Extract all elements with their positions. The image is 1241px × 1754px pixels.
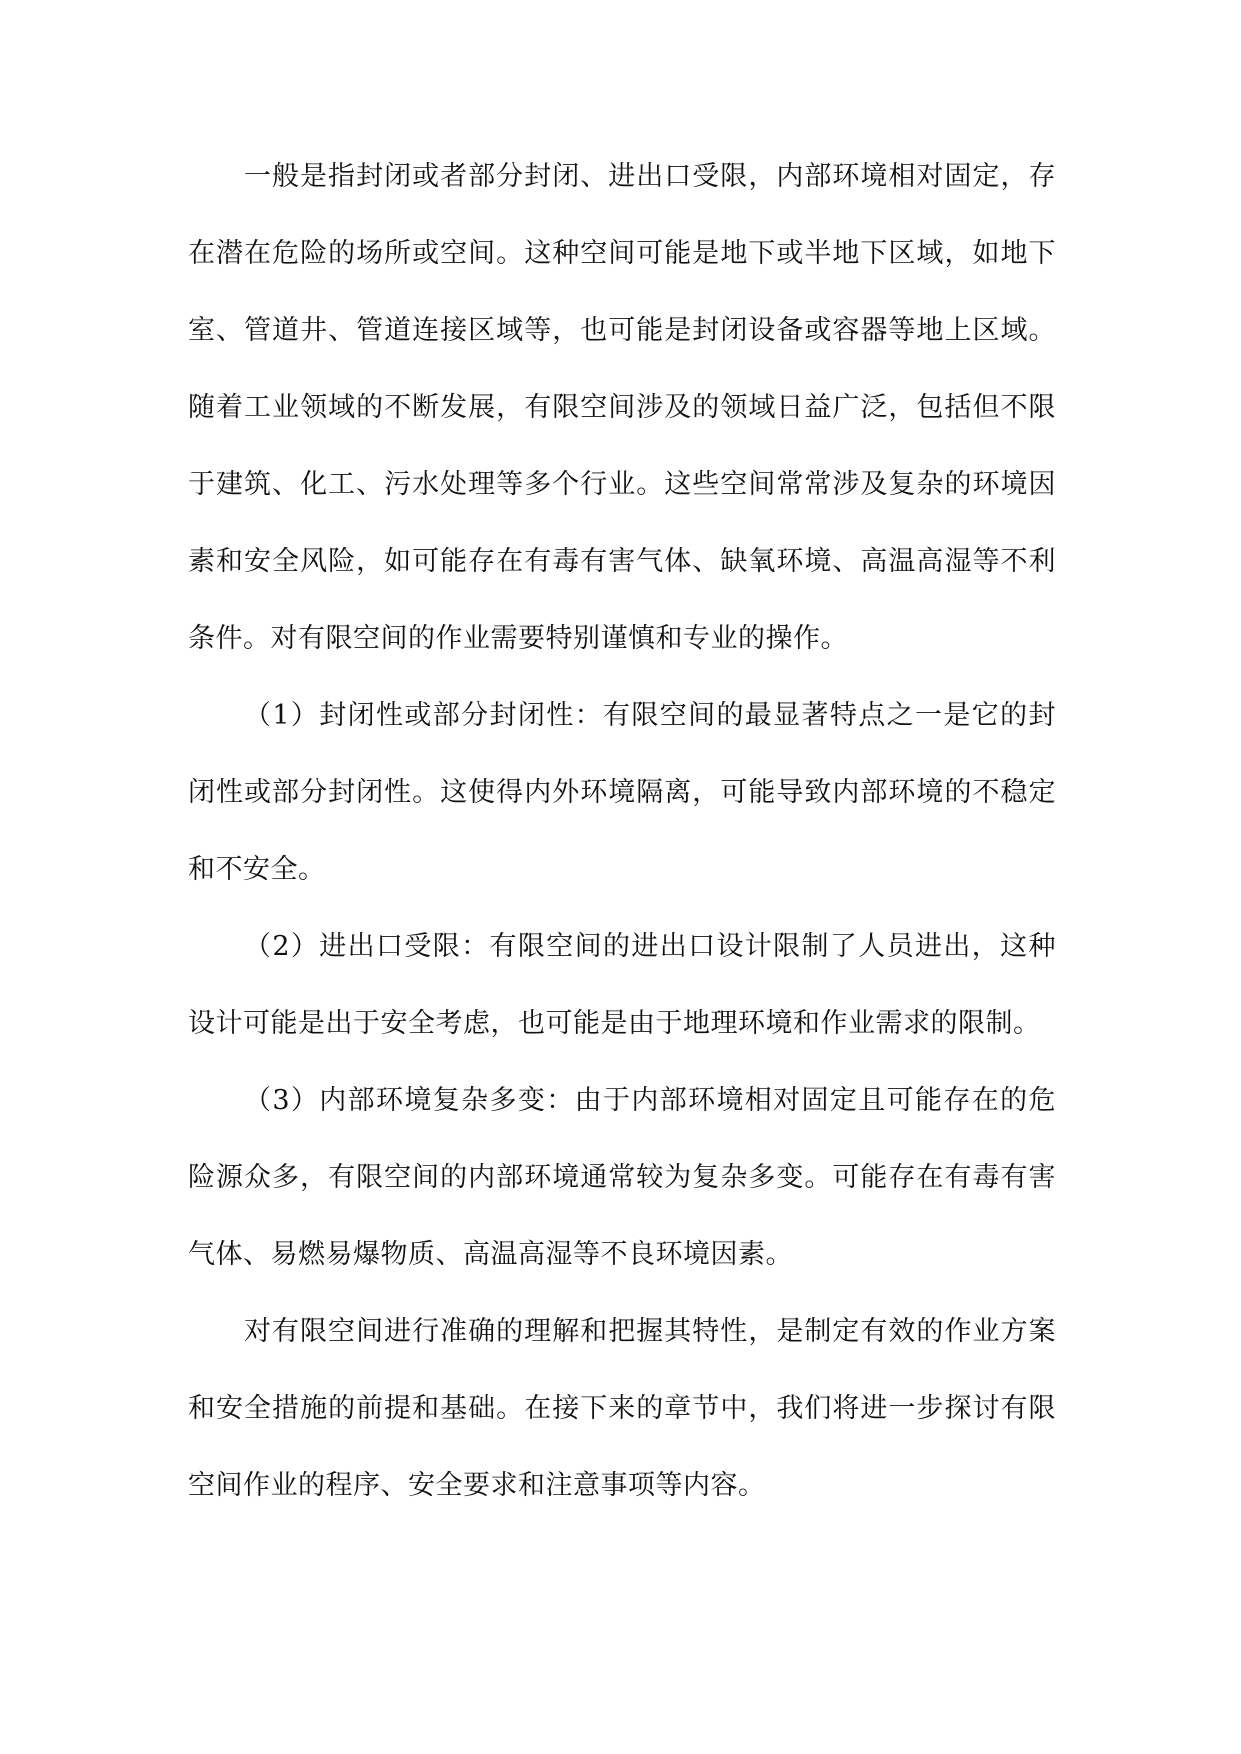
paragraph-environment: （3）内部环境复杂多变：由于内部环境相对固定且可能存在的危险源众多，有限空间的内部环境通常较为复杂多变。可能存在有毒有害气体、易燃易爆物质、高温高湿等不良环境因素。 [188,1085,1056,1270]
paragraph-conclusion: 对有限空间进行准确的理解和把握其特性，是制定有效的作业方案和安全措施的前提和基础。在接下来的章节中，我们将进一步探讨有限空间作业的程序、安全要求和注意事项等内容。 [188,1316,1056,1501]
paragraph-access: （2）进出口受限：有限空间的进出口设计限制了人员进出，这种设计可能是出于安全考虑，也可能是由于地理环境和作业需求的限制。 [188,931,1056,1039]
paragraph-definition: 一般是指封闭或者部分封闭、进出口受限，内部环境相对固定，存在潜在危险的场所或空间。这种空间可能是地下或半地下区域，如地下室、管道井、管道连接区域等，也可能是封闭设备或容器等地上区域。随着工业领域的不断发展，有限空间涉及的领域日益广泛，包括但不限于建筑、化工、污水处理等多个行业。这些空间常常涉及复杂的环境因素和安全风险，如可能存在有毒有害气体、缺氧环境、高温高湿等不利条件。对有限空间的作业需要特别谨慎和专业的操作。 [188,161,1056,654]
document-body [188,138,1056,1524]
paragraph-enclosure: （1）封闭性或部分封闭性：有限空间的最显著特点之一是它的封闭性或部分封闭性。这使得内外环境隔离，可能导致内部环境的不稳定和不安全。 [188,700,1056,885]
